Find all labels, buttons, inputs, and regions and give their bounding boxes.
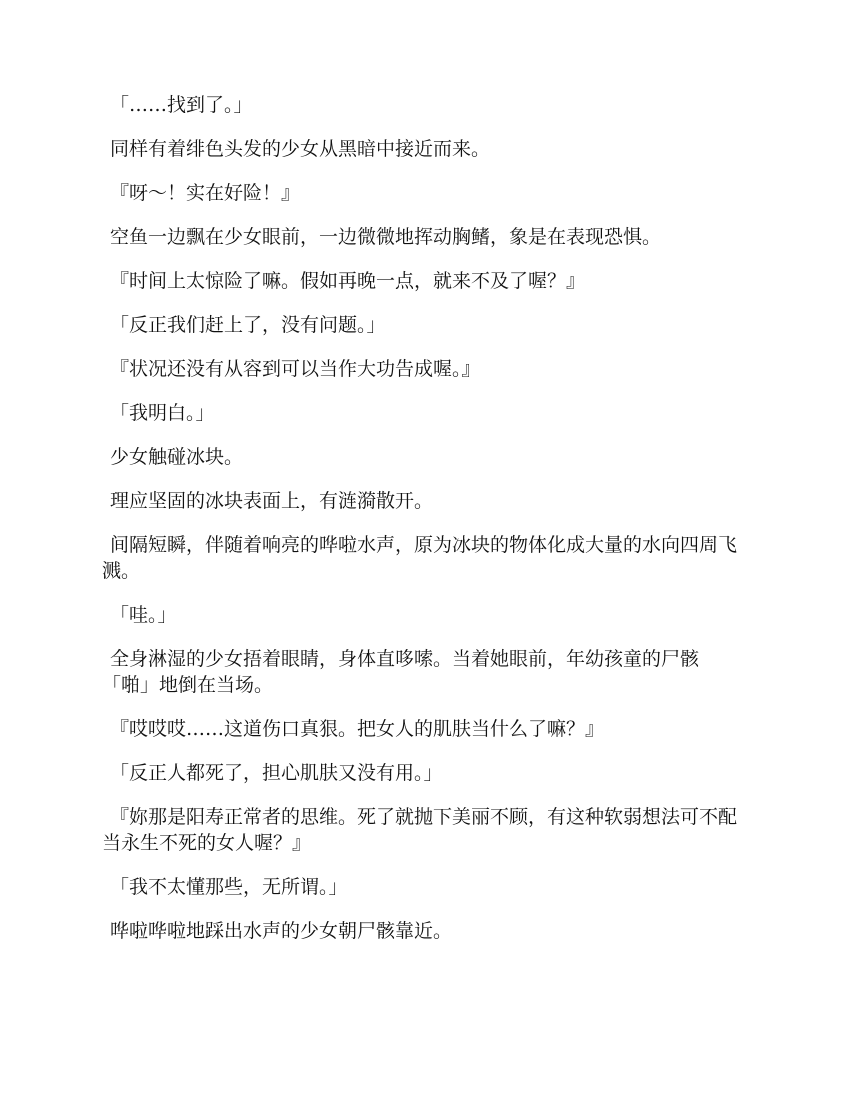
- paragraph-14: 『哎哎哎……这道伤口真狠。把女人的肌肤当什么了嘛？』: [109, 718, 604, 740]
- paragraph-3: 『呀～！实在好险！』: [109, 182, 300, 204]
- paragraph-10: 理应坚固的冰块表面上，有涟漪散开。: [109, 490, 433, 512]
- paragraph-15: 「反正人都死了，担心肌肤又没有用。」: [109, 762, 443, 784]
- paragraph-12: 「哇。」: [109, 604, 177, 626]
- paragraph-9: 少女触碰冰块。: [109, 446, 243, 468]
- paragraph-5: 『时间上太惊险了嘛。假如再晚一点，就来不及了喔？』: [109, 270, 585, 292]
- document-body: [102, 92, 742, 962]
- paragraph-13: 全身淋湿的少女捂着眼睛，身体直哆嗦。当着她眼前，年幼孩童的尸骸「啪」地倒在当场。: [102, 648, 699, 696]
- paragraph-2: 同样有着绯色头发的少女从黑暗中接近而来。: [109, 138, 490, 160]
- paragraph-1: 「……找到了。」: [109, 94, 253, 116]
- paragraph-17: 「我不太懂那些，无所谓。」: [109, 876, 348, 898]
- paragraph-11: 间隔短瞬，伴随着响亮的哗啦水声，原为冰块的物体化成大量的水向四周飞溅。: [102, 534, 737, 582]
- paragraph-18: 哗啦哗啦地踩出水声的少女朝尸骸靠近。: [109, 920, 452, 942]
- paragraph-6: 「反正我们赶上了，没有问题。」: [109, 314, 386, 336]
- paragraph-16: 『妳那是阳寿正常者的思维。死了就抛下美丽不顾，有这种软弱想法可不配当永生不死的女人喔？』: [102, 806, 737, 854]
- paragraph-4: 空鱼一边飘在少女眼前，一边微微地挥动胸鳍，象是在表现恐惧。: [109, 226, 661, 248]
- paragraph-8: 「我明白。」: [109, 402, 215, 424]
- paragraph-7: 『状况还没有从容到可以当作大功告成喔。』: [109, 358, 481, 380]
